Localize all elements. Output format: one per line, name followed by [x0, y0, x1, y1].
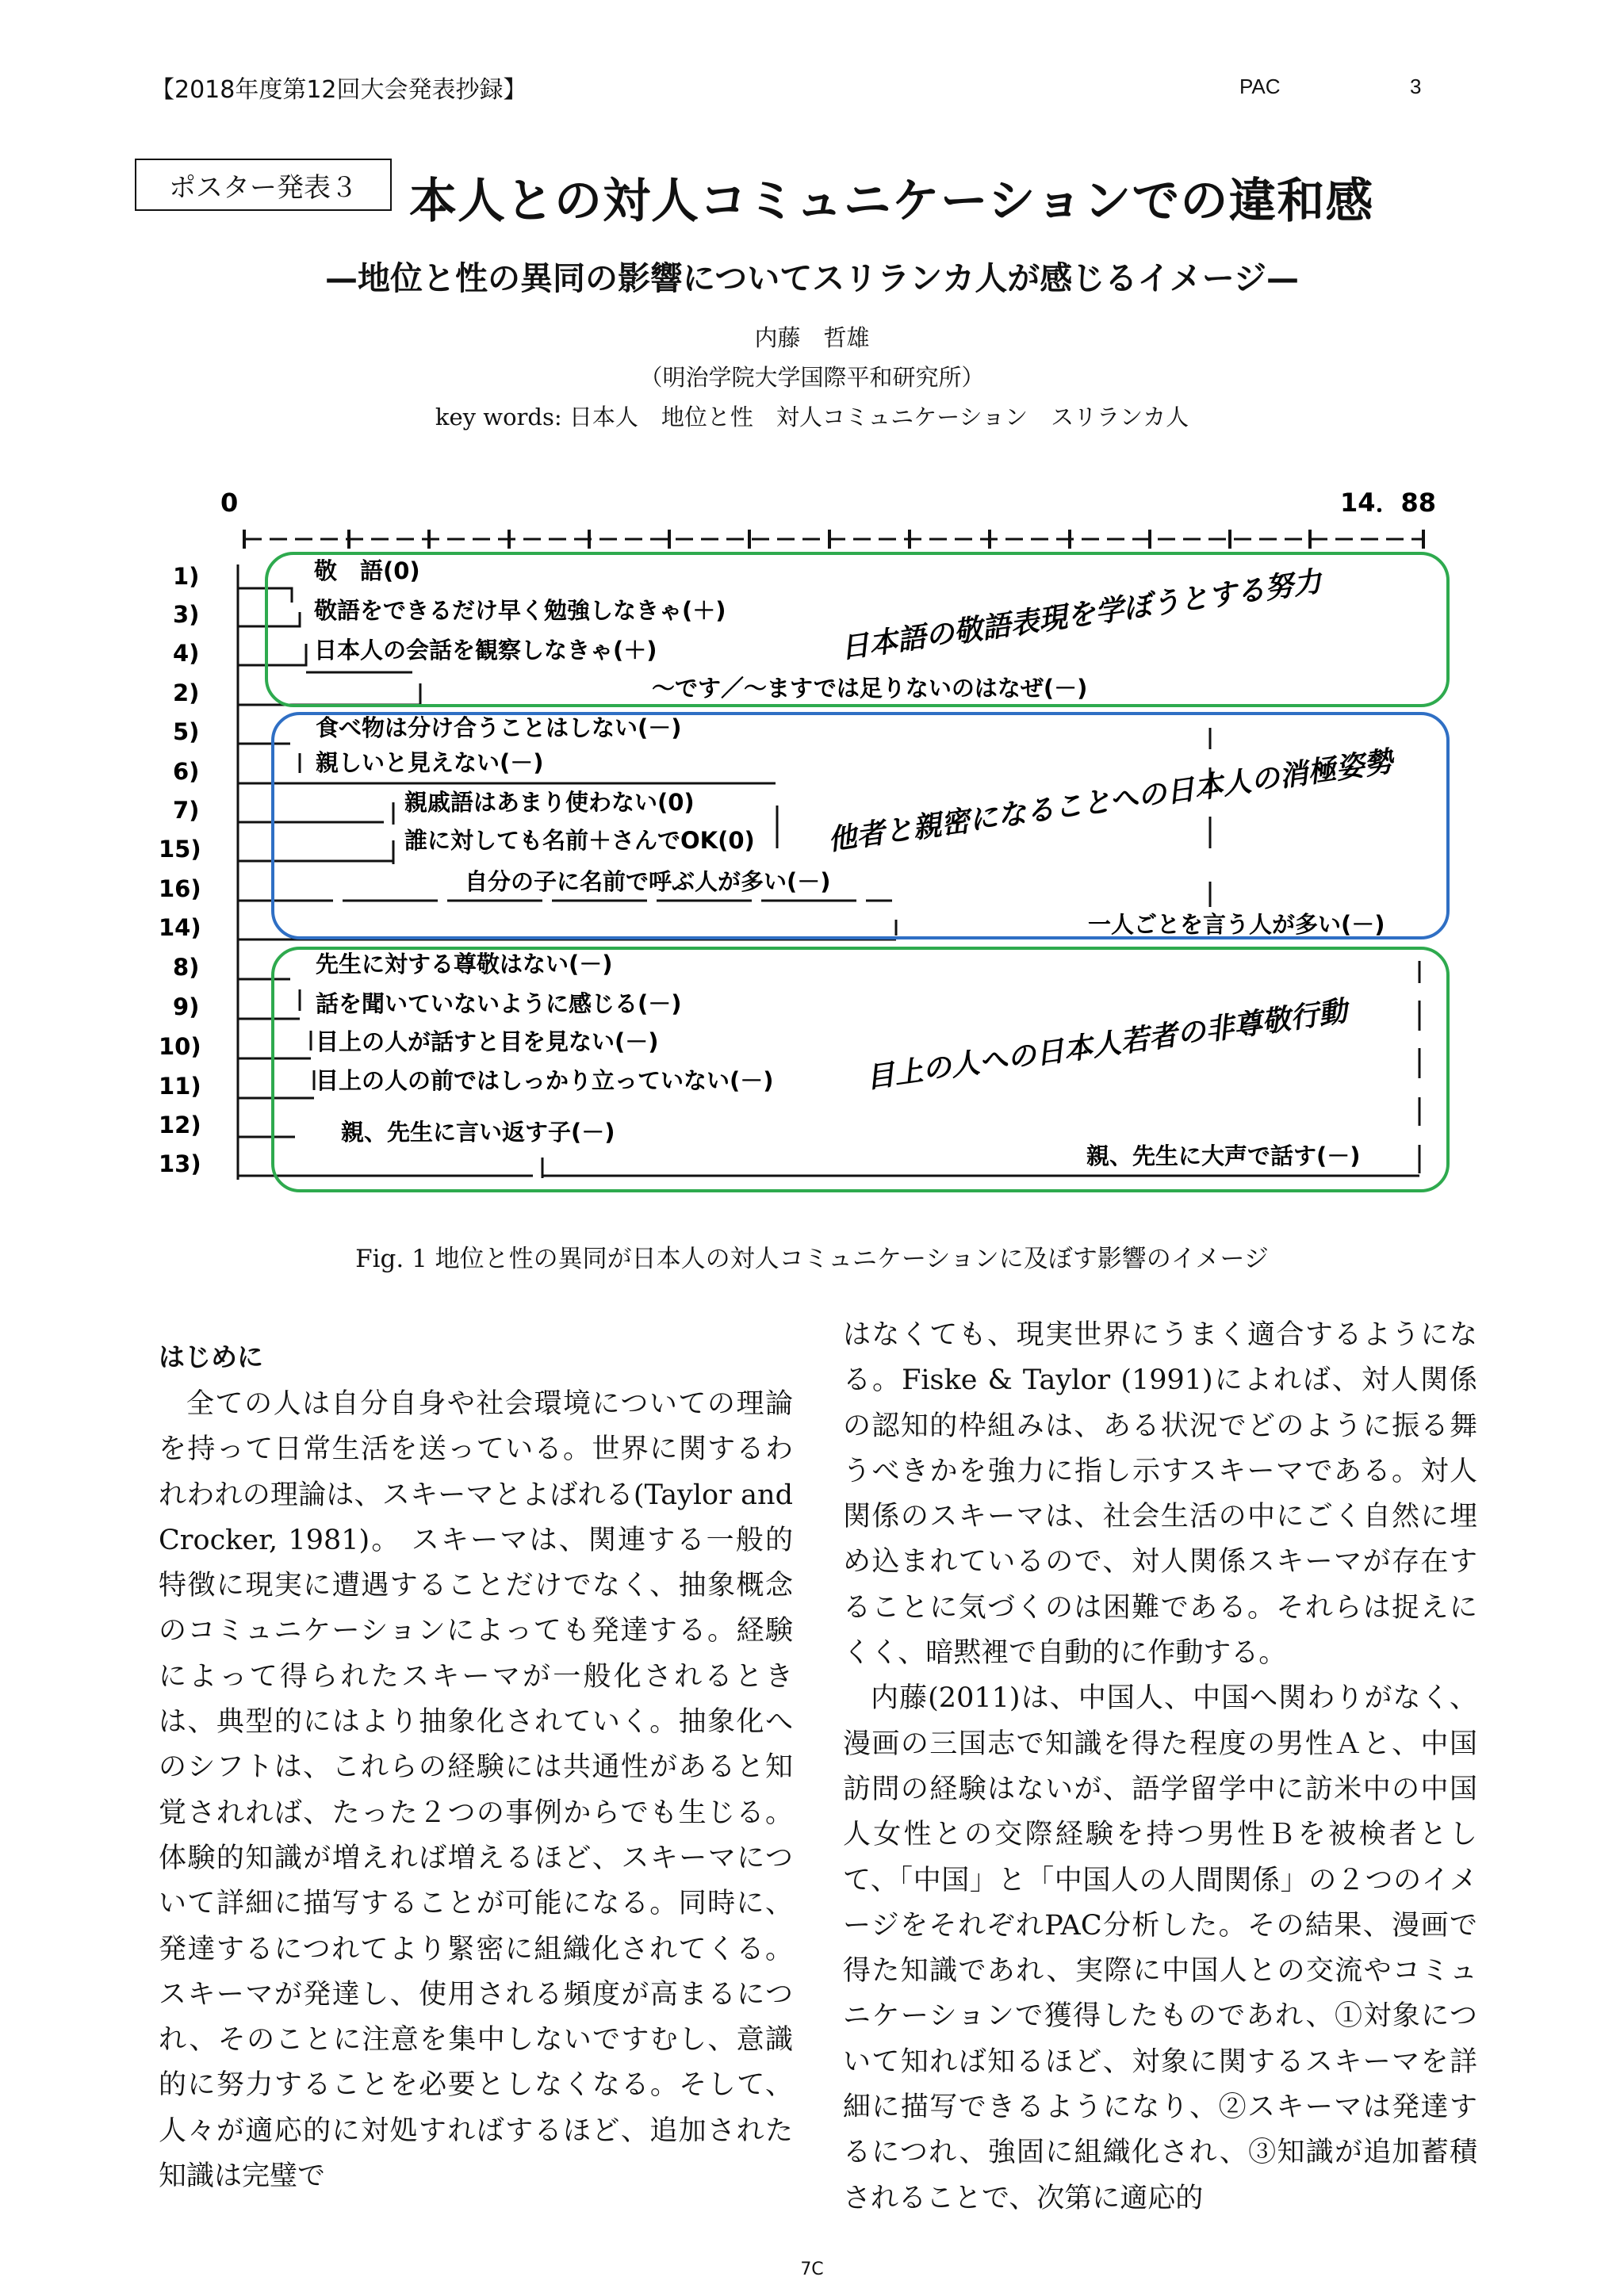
row-label: 7) [173, 797, 200, 824]
keywords-items: 日本人 地位と性 対人コミュニケーション スリランカ人 [569, 404, 1189, 430]
row-labels [159, 563, 201, 1177]
row-label: 9) [173, 993, 200, 1020]
row-label: 16) [159, 875, 201, 902]
running-header-journal: PAC [1239, 75, 1281, 98]
item-label: 先生に対する尊敬はない(－) [316, 951, 613, 978]
row-label: 13) [159, 1150, 201, 1177]
poster-label: ポスター発表３ [169, 171, 358, 204]
row-label: 4) [173, 640, 200, 667]
paper-title: 本人との対人コミュニケーションでの違和感 [409, 174, 1374, 229]
row-label: 5) [173, 718, 200, 745]
item-label: 親、先生に大声で話す(－) [1086, 1142, 1361, 1169]
row-label: 1) [173, 563, 200, 590]
row-label: 6) [173, 758, 200, 785]
item-label: 目上の人の前ではしっかり立っていない(－) [316, 1067, 774, 1094]
paper-subtitle: —地位と性の異同の影響についてスリランカ人が感じるイメージ— [325, 259, 1299, 297]
row-label: 10) [159, 1033, 201, 1060]
item-label: 話を聞いていないように感じる(－) [316, 990, 682, 1017]
item-label: 敬語をできるだけ早く勉強しなきゃ(＋) [314, 597, 726, 624]
row-label: 2) [173, 679, 200, 706]
section-heading: はじめに [159, 1341, 263, 1372]
footer-mark: 7C [800, 2260, 824, 2279]
item-label: 目上の人が話すと目を見ない(－) [316, 1028, 659, 1055]
body-paragraph: 内藤(2011)は、中国人、中国へ関わりがなく、漫画の三国志で知識を得た程度の男性Ａと、中国訪問の経験はないが、語学留学中に訪米中の中国人女性との交際経験を持つ男性Ｂを被検者として、「中国」と「中国人の人間関係」の２つのイメージをそれぞれPAC分析した。その結果、漫画で得た知識であれ、実際に中国人との交流やコミュニケーションで獲得したものであれ、①対象について知れば知るほど、対象に関するスキーマを詳細に描写できるようになり、②スキーマは発達するにつれ、強固に組織化され、③知識が追加蓄積されることで、次第に適応的 [843, 1682, 1477, 2214]
row-label: 11) [159, 1073, 201, 1100]
body-paragraph: 全ての人は自分自身や社会環境についての理論を持って日常生活を送っている。世界に関するわれわれの理論は、スキーマとよばれる(Taylor and Crocker, 1981)。 スキーマは、関連する一般的特徴に現実に遭遇することだけでなく、抽象概念のコミュニケーションによっても発達する。経験によって得られたスキーマが一般化されるときは、典型的にはより抽象化されていく。抽象化へのシフトは、これらの経験には共通性があると知覚されれば、たった２つの事例からでも生じる。体験的知識が増えれば増えるほど、スキーマについて詳細に描写することが可能になる。同時に、発達するにつれてより緊密に組織化されてくる。スキーマが発達し、使用される頻度が高まるにつれ、そのことに注意を集中しないですむし、意識的に努力することを必要としなくなる。そして、人々が適応的に対処すればするほど、追加された知識は完璧で [159, 1388, 793, 2193]
left-column [159, 1382, 793, 2199]
item-label: 敬 語(0) [314, 557, 420, 584]
item-label: 一人ごとを言う人が多い(－) [1088, 911, 1385, 938]
keywords-prefix: key words: [435, 404, 562, 430]
item-label: 食べ物は分け合うことはしない(－) [316, 714, 682, 741]
body-paragraph: はなくても、現実世界にうまく適合するようになる。Fiske & Taylor (1991)によれば、対人関係の認知的枠組みは、ある状況でどのように振る舞うべきかを強力に指し示すスキーマである。対人関係のスキーマは、社会生活の中にごく自然に埋め込まれているので、対人関係スキーマが存在することに気づくのは困難である。それらは捉えにくく、暗黙裡で自動的に作動する。 [843, 1319, 1477, 1670]
item-label: 日本人の会話を観察しなきゃ(＋) [314, 637, 657, 664]
author-affiliation: （明治学院大学国際平和研究所） [639, 364, 985, 391]
author-name: 内藤 哲雄 [754, 324, 870, 351]
page-number: 3 [1410, 75, 1422, 98]
scale-end-label: 14．88 [1340, 488, 1437, 518]
item-label: 親戚語はあまり使わない(0) [404, 789, 695, 816]
cluster-label-2: 他者と親密になることへの日本人の消極姿勢 [825, 745, 1395, 857]
item-label: 自分の子に名前で呼ぶ人が多い(－) [465, 868, 831, 895]
item-label: ～です／～ますでは足りないのはなぜ(－) [652, 675, 1088, 702]
figure-caption [0, 1238, 1624, 1274]
row-label: 3) [173, 601, 200, 628]
item-label: 誰に対しても名前＋さんでOK(0) [404, 827, 755, 854]
figure-caption-prefix: Fig. 1 [355, 1245, 427, 1273]
right-column [843, 1313, 1477, 2221]
cluster-label-3: 目上の人への日本人若者の非尊敬行動 [864, 995, 1350, 1095]
row-label: 8) [173, 954, 200, 981]
row-label: 15) [159, 836, 201, 863]
row-label: 12) [159, 1112, 201, 1138]
scale-start-label: 0 [220, 488, 239, 518]
figure-caption-text: 地位と性の異同が日本人の対人コミュニケーションに及ぼす影響のイメージ [435, 1245, 1269, 1273]
row-label: 14) [159, 914, 201, 941]
cluster-label-1: 日本語の敬語表現を学ぼうとする努力 [838, 565, 1324, 665]
item-label: 親しいと見えない(－) [316, 749, 544, 776]
running-header: 【2018年度第12回大会発表抄録】 [151, 76, 527, 104]
item-label: 親、先生に言い返す子(－) [341, 1119, 615, 1146]
